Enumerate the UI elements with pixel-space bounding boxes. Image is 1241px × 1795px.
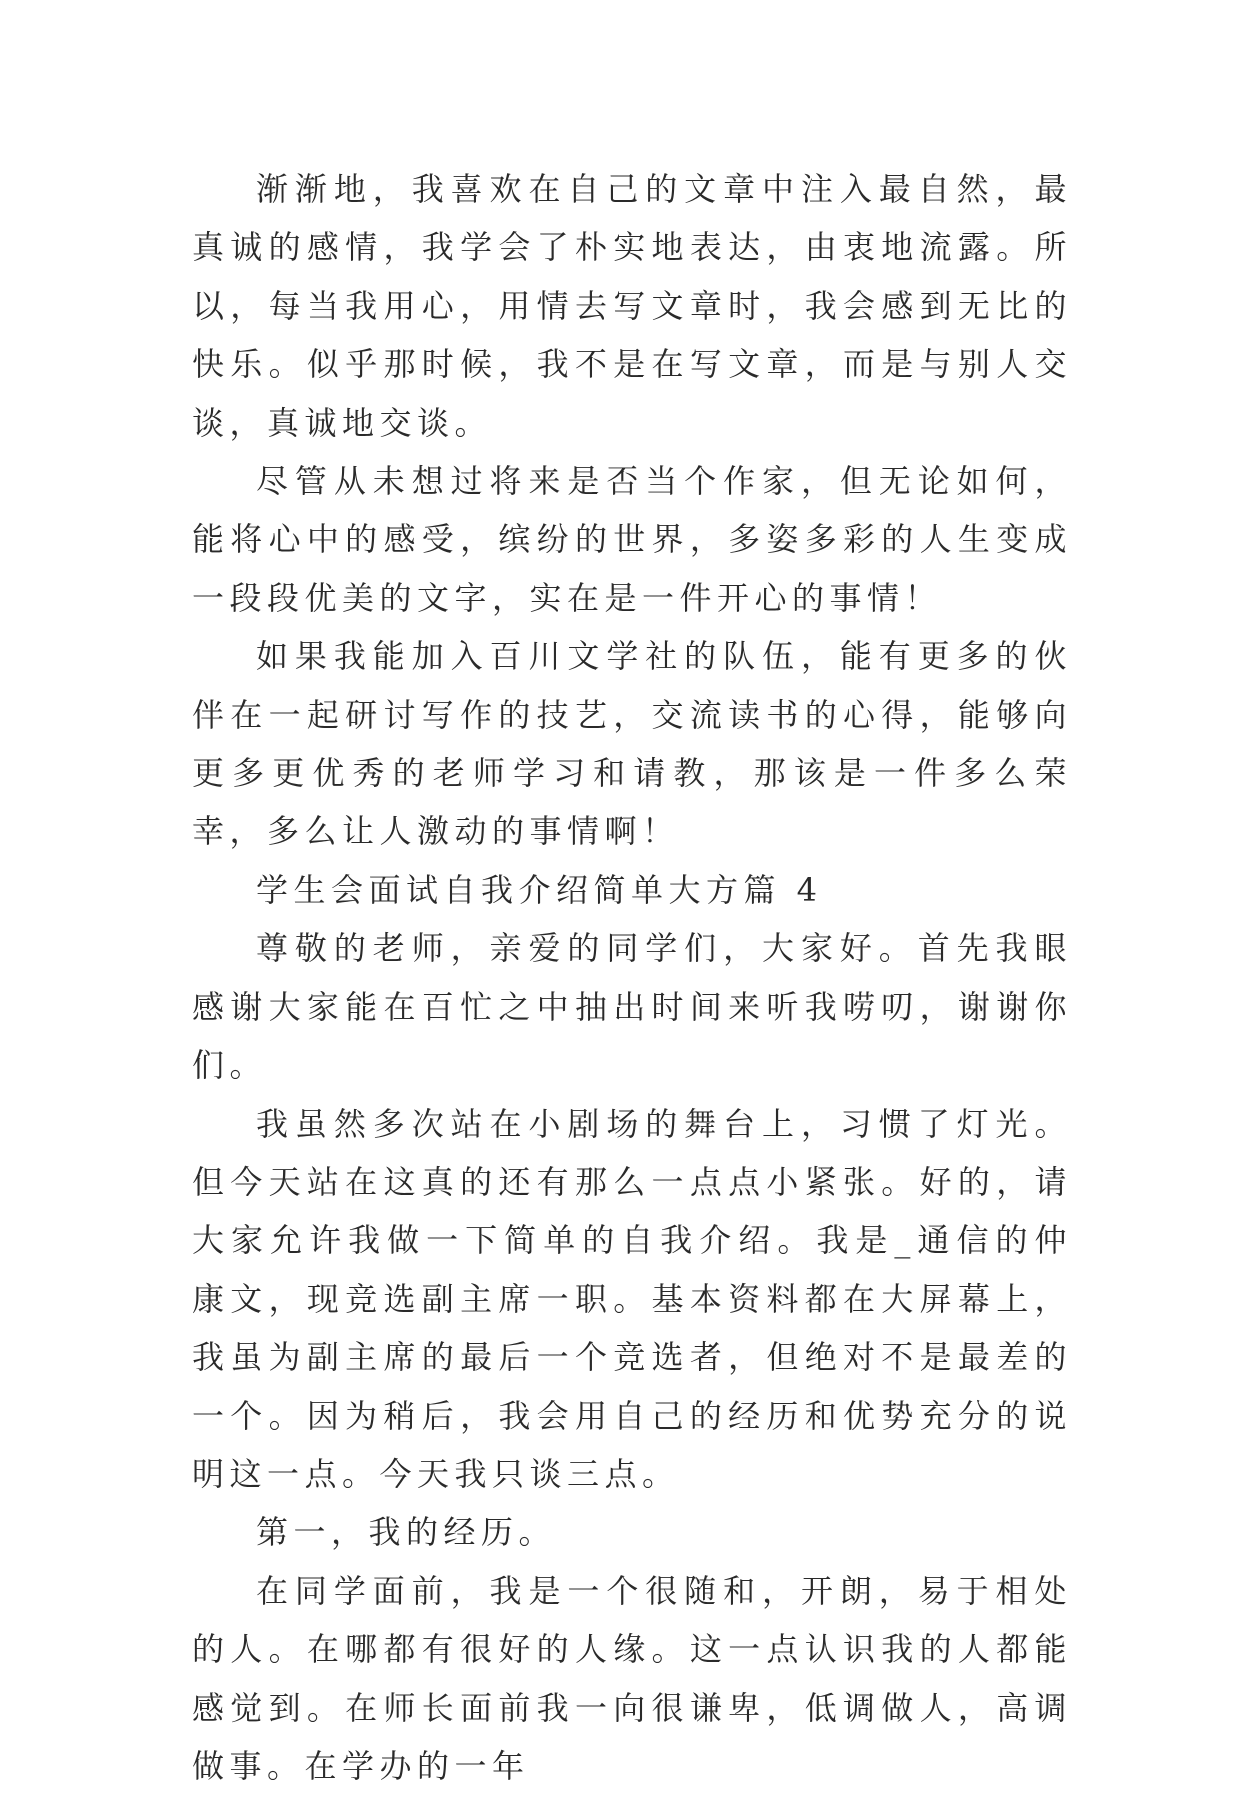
paragraph: 在同学面前，我是一个很随和，开朗，易于相处的人。在哪都有很好的人缘。这一点认识我的人都能感觉到。在师长面前我一向很谦卑，低调做人，高调做事。在学办的一年	[192, 1571, 1072, 1785]
paragraph: 第一，我的经历。	[256, 1513, 557, 1552]
paragraph: 渐渐地，我喜欢在自己的文章中注入最自然，最真诚的感情，我学会了朴实地表达，由衷地流露。所以，每当我用心，用情去写文章时，我会感到无比的快乐。似乎那时候，我不是在写文章，而是与别人交谈，真诚地交谈。	[192, 170, 1072, 442]
paragraph: 如果我能加入百川文学社的队伍，能有更多的伙伴在一起研讨写作的技艺，交流读书的心得，能够向更多更优秀的老师学习和请教，那该是一件多么荣幸，多么让人激动的事情啊！	[192, 637, 1072, 851]
section-heading: 学生会面试自我介绍简单大方篇 4	[256, 870, 823, 909]
paragraph: 尽管从未想过将来是否当个作家，但无论如何，能将心中的感受，缤纷的世界，多姿多彩的人生变成一段段优美的文字，实在是一件开心的事情！	[192, 462, 1072, 617]
paragraph: 尊敬的老师，亲爱的同学们，大家好。首先我眼感谢大家能在百忙之中抽出时间来听我唠叨，谢谢你们。	[192, 929, 1072, 1085]
paragraph: 我虽然多次站在小剧场的舞台上，习惯了灯光。但今天站在这真的还有那么一点点小紧张。好的，请大家允许我做一下简单的自我介绍。我是_通信的仲康文，现竞选副主席一职。基本资料都在大屏幕上，我虽为副主席的最后一个竞选者，但绝对不是最差的一个。因为稍后，我会用自己的经历和优势充分的说明这一点。今天我只谈三点。	[192, 1104, 1072, 1493]
document-body	[192, 160, 1072, 1795]
